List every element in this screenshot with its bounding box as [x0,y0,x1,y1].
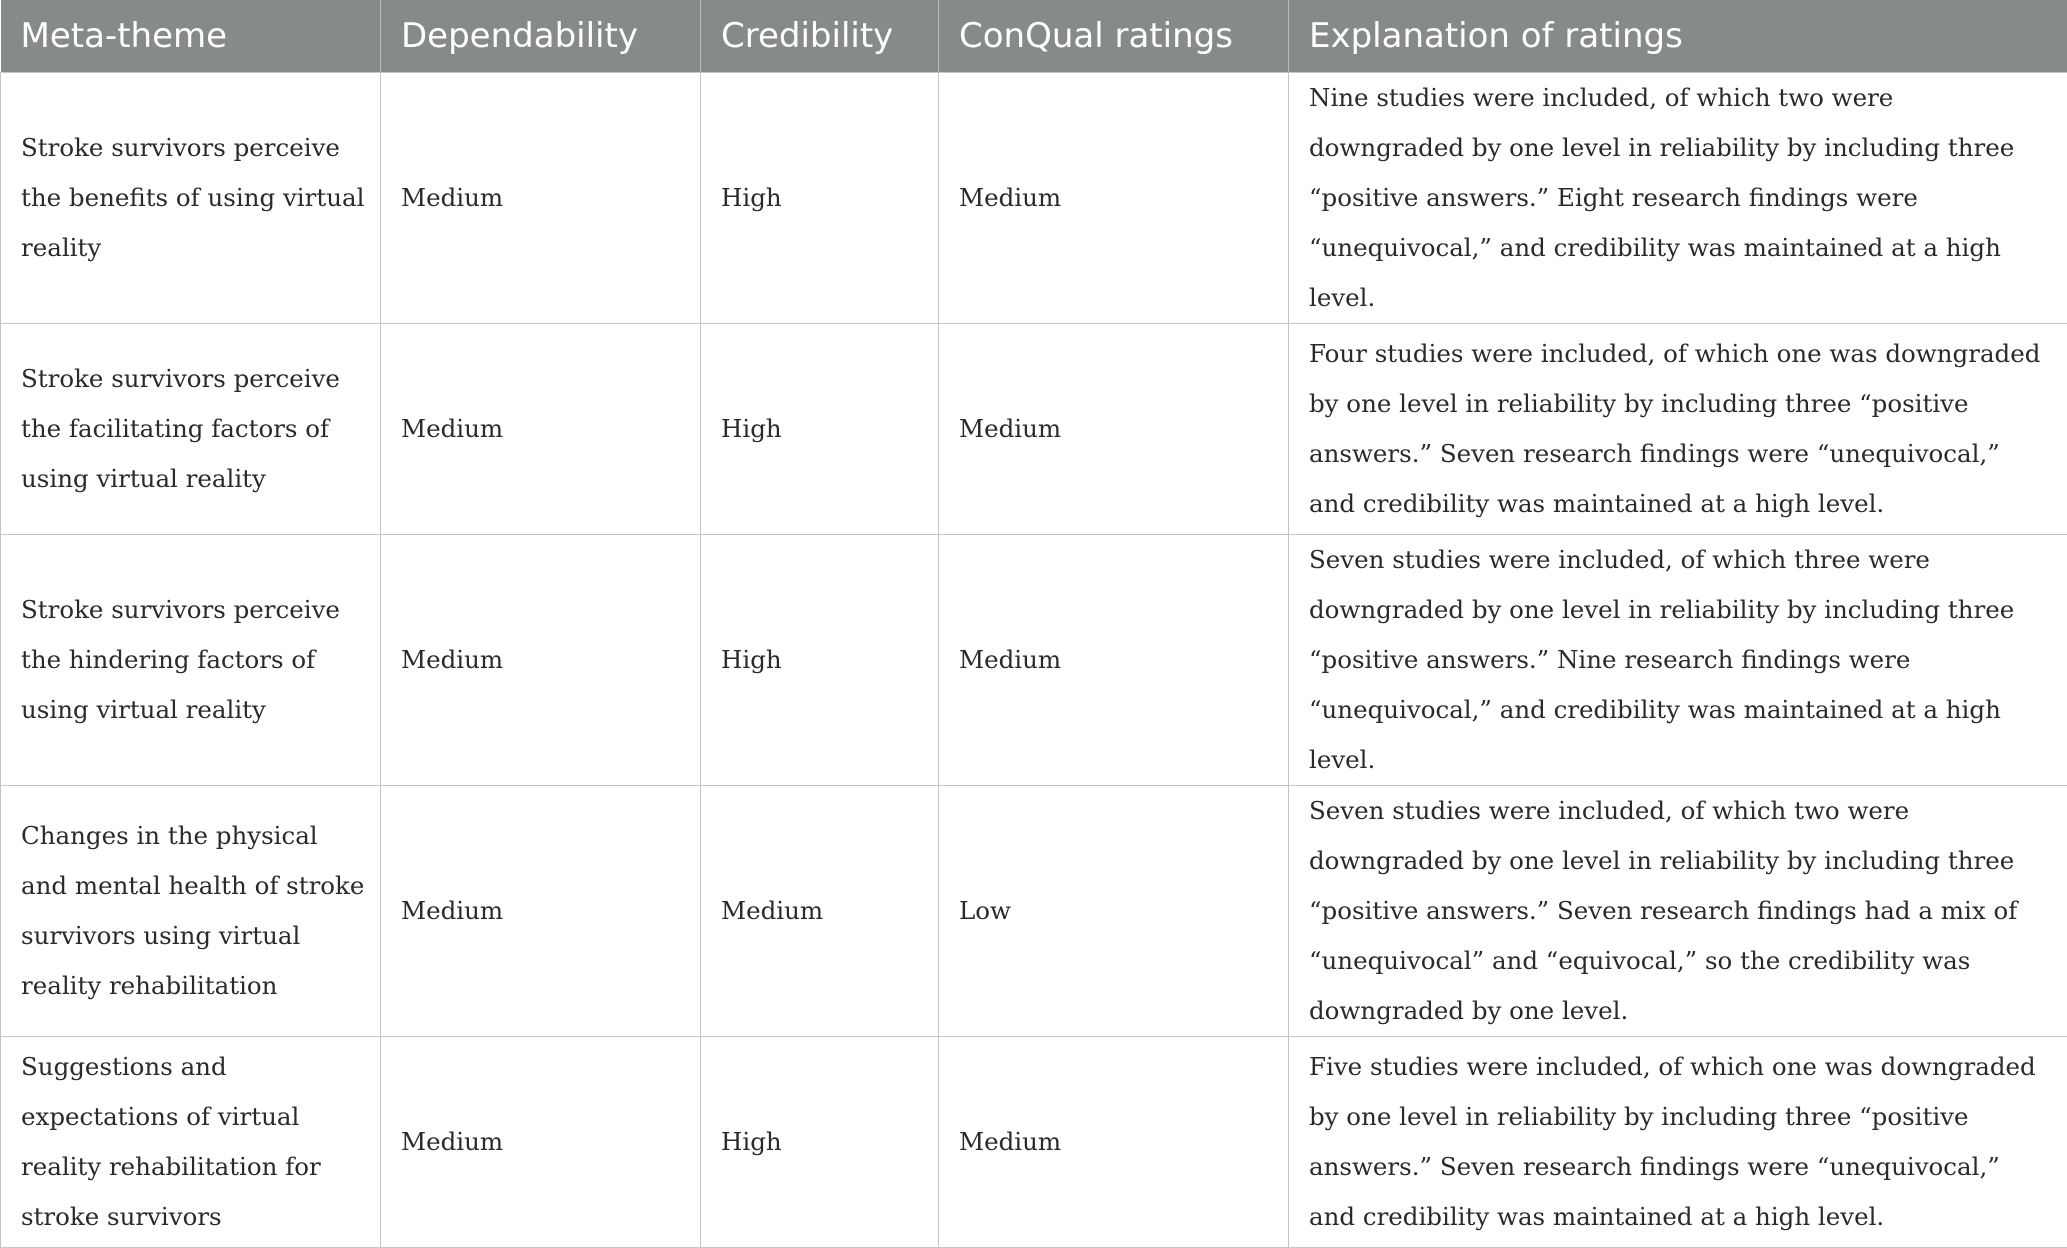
table-row [1,535,2067,786]
cell-meta-theme: Stroke survivors perceive the hindering factors of using virtual reality [1,535,381,786]
cell-meta-theme: Suggestions and expectations of virtual reality rehabilitation for stroke survivors [1,1037,381,1248]
cell-explanation: Five studies were included, of which one was downgraded by one level in reliability by including three “positive answers.” Seven research findings were “unequivocal,” and credibility was maintained at a high level. [1289,1037,2067,1248]
cell-conqual-rating: Medium [939,73,1289,324]
table-row [1,786,2067,1037]
cell-dependability: Medium [381,1037,701,1248]
table-header [1,0,2067,73]
cell-meta-theme: Stroke survivors perceive the facilitating factors of using virtual reality [1,324,381,535]
table-row [1,73,2067,324]
cell-credibility: High [701,73,939,324]
cell-dependability: Medium [381,786,701,1037]
cell-explanation: Seven studies were included, of which two were downgraded by one level in reliability by including three “positive answers.” Seven research findings had a mix of “unequivocal” and “equivocal,” so the credibility was downgraded by one level. [1289,786,2067,1037]
table-body [1,73,2067,1248]
cell-explanation: Nine studies were included, of which two were downgraded by one level in reliability by including three “positive answers.” Eight research findings were “unequivocal,” and credibility was maintained at a high level. [1289,73,2067,324]
cell-credibility: High [701,1037,939,1248]
header-dependability: Dependability [381,0,701,73]
cell-explanation: Four studies were included, of which one was downgraded by one level in reliability by including three “positive answers.” Seven research findings were “unequivocal,” and credibility was maintained at a high level. [1289,324,2067,535]
cell-dependability: Medium [381,324,701,535]
cell-dependability: Medium [381,73,701,324]
header-meta-theme: Meta-theme [1,0,381,73]
header-conqual-ratings: ConQual ratings [939,0,1289,73]
cell-dependability: Medium [381,535,701,786]
cell-conqual-rating: Medium [939,1037,1289,1248]
cell-conqual-rating: Low [939,786,1289,1037]
cell-credibility: High [701,535,939,786]
header-credibility: Credibility [701,0,939,73]
cell-meta-theme: Stroke survivors perceive the benefits of using virtual reality [1,73,381,324]
cell-credibility: High [701,324,939,535]
table-row [1,1037,2067,1248]
table-row [1,324,2067,535]
header-explanation: Explanation of ratings [1289,0,2067,73]
cell-meta-theme: Changes in the physical and mental health of stroke survivors using virtual reality rehabilitation [1,786,381,1037]
cell-conqual-rating: Medium [939,535,1289,786]
header-row [1,0,2067,73]
cell-explanation: Seven studies were included, of which three were downgraded by one level in reliability by including three “positive answers.” Nine research findings were “unequivocal,” and credibility was maintained at a high level. [1289,535,2067,786]
cell-conqual-rating: Medium [939,324,1289,535]
cell-credibility: Medium [701,786,939,1037]
